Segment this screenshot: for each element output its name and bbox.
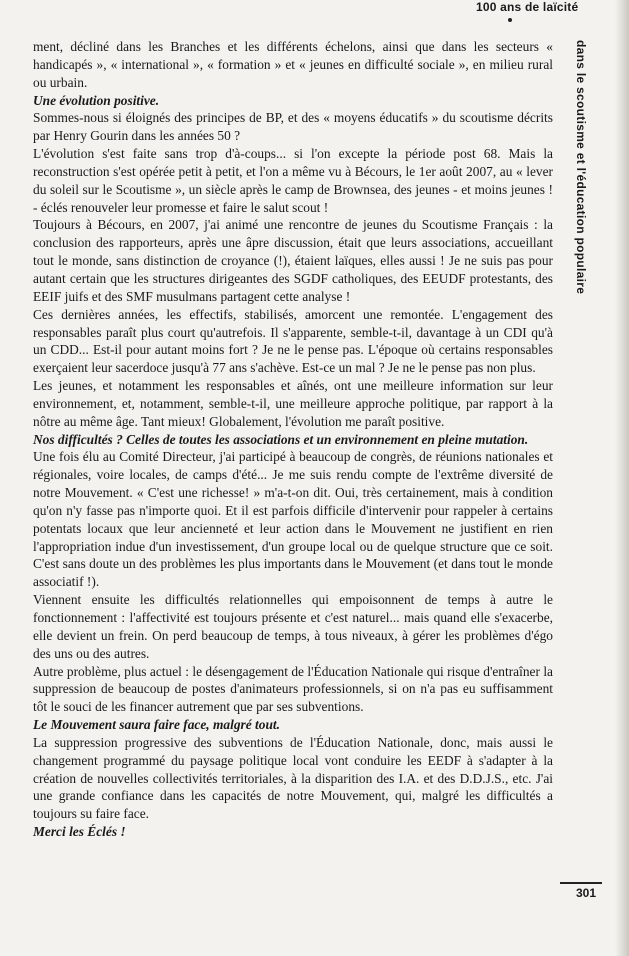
paragraph: Sommes-nous si éloignés des principes de BP, et des « moyens éducatifs » du scoutisme décrits par Henry Gourin dans les années 50 ?	[33, 110, 553, 144]
side-title: dans le scoutisme et l'éducation populaire	[574, 40, 588, 295]
paragraph: Toujours à Bécours, en 2007, j'ai animé une rencontre de jeunes du Scoutisme Français : la conclusion des rapporteurs, après une âpre discussion, était que leurs associations, accueillant tout le monde, sans distinction de croyance (!), étaient laïques, elles aussi ! Je ne suis pas pour autant certain que les structures dirigeantes des SGDF catholiques, des EEUDF protestants, des EEIF juifs et des SMF musulmans partagent cette analyse !	[33, 217, 553, 304]
folio-rule	[560, 882, 602, 884]
paragraph: Ces dernières années, les effectifs, stabilisés, amorcent une remontée. L'engagement des responsables paraît plus court qu'autrefois. Il s'apparente, semble-t-il, davantage à un CDI qu'à un CDD... Est-il pour autant moins fort ? Je ne le pense pas. L'époque où certains responsables exerçaient leur sacerdoce jusqu'à 77 ans s'achève. Est-ce un mal ? Je ne le pense pas non plus.	[33, 306, 553, 376]
running-title: 100 ans de laïcité	[476, 0, 579, 14]
paragraph: La suppression progressive des subventions de l'Éducation Nationale, donc, mais aussi le changement programmé du paysage politique local vont conduire les EEDF à s'adapter à la création de nouvelles collectivités territoriales, à la disparition des I.A. et des D.D.J.S., etc. J'ai une grande confiance dans les capacités de notre Mouvement, qui, malgré les difficultés a toujours su faire face.	[33, 734, 553, 822]
paragraph: Les jeunes, et notamment les responsables et aînés, ont une meilleure information sur leur environnement, et, notamment, semble-t-il, une meilleure approche politique, par rapport à la nôtre au même âge. Tant mieux! Globalement, l'évolution me paraît positive.	[33, 378, 553, 429]
page-edge-shadow	[615, 0, 629, 956]
paragraph: Viennent ensuite les difficultés relationnelles qui empoisonnent de temps à autre le fonctionnement : l'affectivité est toujours présente et c'est naturel... mais quand elle s'exacerbe, elle devient un frein. On perd beaucoup de temps, à tous niveaux, à gérer les problèmes d'égo des uns ou des autres.	[33, 592, 553, 661]
body-text	[33, 38, 553, 841]
paragraph: ment, décliné dans les Branches et les différents échelons, ainsi que dans les secteurs « handicapés », « international », « formation » et « jeunes en difficulté sociale », en milieu rural ou urbain.	[33, 39, 553, 90]
closing-line: Merci les Éclés !	[33, 824, 126, 840]
bullet-dot	[508, 18, 512, 22]
paragraph: Une fois élu au Comité Directeur, j'ai participé à beaucoup de congrès, de réunions nationales et régionales, voire locales, de camps d'été... Je me suis rendu compte de l'extrême diversité de notre Mouvement. « C'est une richesse! » m'a-t-on dit. Oui, très certainement, mais à condition qu'on n'y fasse pas n'importe quoi. Et il est parfois difficile d'intervenir pour rappeler à certains potentats locaux que leur ancienneté et leur action dans le Mouvement ne justifient en rien l'appropriation indue d'un investissement, d'un groupe local ou de quelque structure que ce soit. C'est sans doute un des problèmes les plus importants dans le Mouvement (et dans tout le monde associatif !).	[33, 449, 553, 590]
section-heading: Le Mouvement saura faire face, malgré tout.	[33, 717, 280, 733]
paragraph: L'évolution s'est faite sans trop d'à-coups... si l'on excepte la période post 68. Mais la reconstruction s'est opérée petit à petit, et l'on a même vu à Bécours, le 1er août 2007, au « lever du soleil sur le Scoutisme », un siècle après le camp de Brownsea, des jeunes - et moins jeunes ! - éclés renouveler leur promesse et faire le salut scout !	[33, 146, 553, 215]
section-heading: Une évolution positive.	[33, 92, 160, 108]
page-number: 301	[576, 886, 597, 900]
paragraph: Autre problème, plus actuel : le désengagement de l'Éducation Nationale qui risque d'entraîner la suppression de beaucoup de postes d'animateurs professionnels, si on n'a pas eu suffisamment tôt le souci de les financer autrement que par ses subventions.	[33, 663, 553, 715]
section-heading: Nos difficultés ? Celles de toutes les associations et un environnement en pleine mutation.	[33, 431, 529, 447]
